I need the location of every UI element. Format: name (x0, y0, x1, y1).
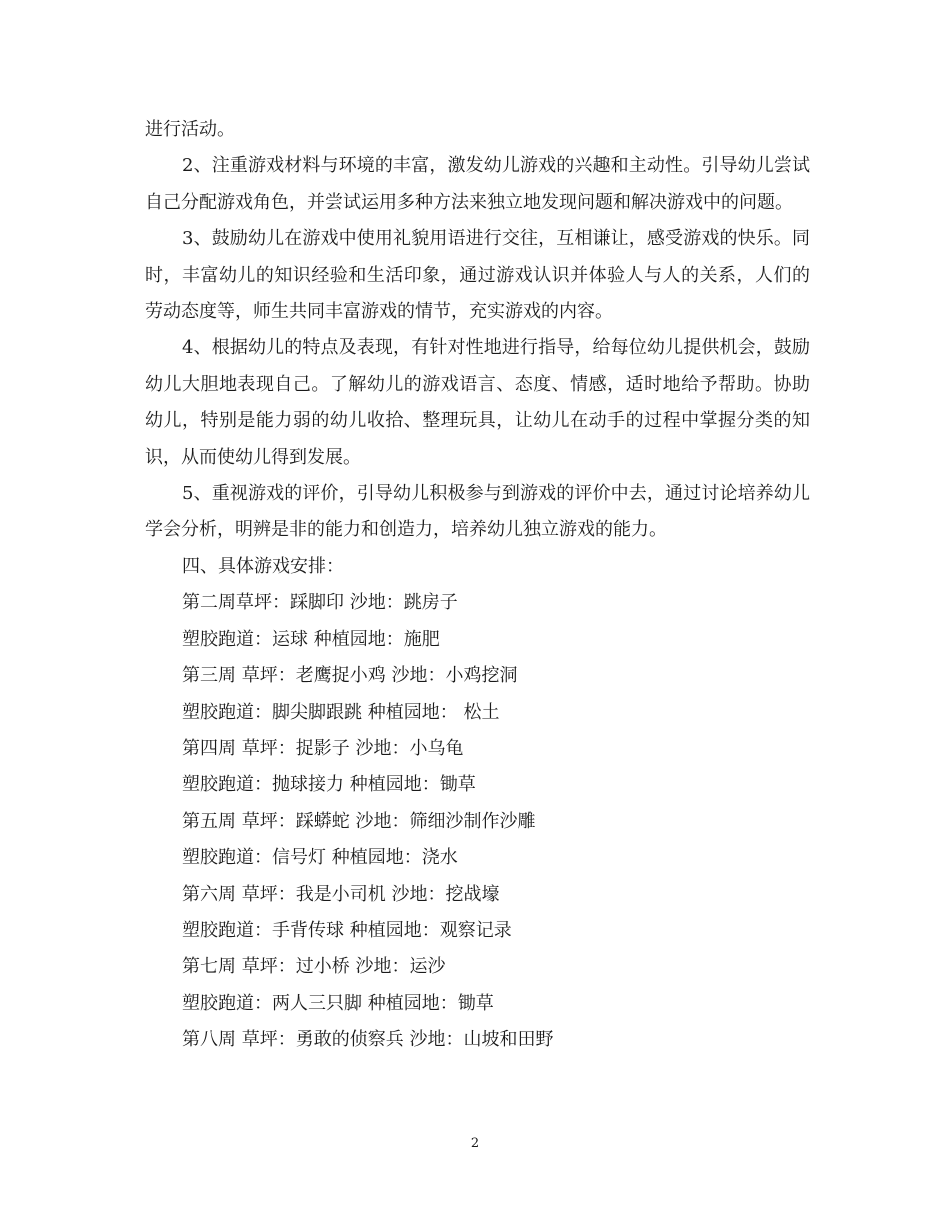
schedule-line: 塑胶跑道：抛球接力 种植园地：锄草 (182, 774, 476, 796)
schedule-line: 第七周 草坪：过小桥 沙地：运沙 (182, 956, 446, 978)
schedule-line: 塑胶跑道：运球 种植园地：施肥 (182, 628, 440, 650)
schedule-line: 塑胶跑道：手背传球 种植园地：观察记录 (182, 919, 512, 941)
schedule-line: 塑胶跑道：两人三只脚 种植园地：锄草 (182, 992, 494, 1014)
schedule-line: 第五周 草坪：踩蟒蛇 沙地：筛细沙制作沙雕 (182, 810, 536, 832)
document-body (145, 112, 810, 1059)
paragraph-item-3: 3、鼓励幼儿在游戏中使用礼貌用语进行交往，互相谦让，感受游戏的快乐。同时，丰富幼儿的知识经验和生活印象，通过游戏认识并体验人与人的关系，人们的劳动态度等，师生共同丰富游戏的情节，充实游戏的内容。 (145, 228, 810, 323)
schedule-line: 第二周草坪：踩脚印 沙地：跳房子 (182, 592, 458, 614)
schedule-line: 第八周 草坪：勇敢的侦察兵 沙地：山坡和田野 (182, 1029, 554, 1051)
paragraph-item-2: 2、注重游戏材料与环境的丰富，激发幼儿游戏的兴趣和主动性。引导幼儿尝试自己分配游戏角色，并尝试运用多种方法来独立地发现问题和解决游戏中的问题。 (145, 155, 810, 213)
paragraph-item-4: 4、根据幼儿的特点及表现，有针对性地进行指导，给每位幼儿提供机会，鼓励幼儿大胆地表现自己。了解幼儿的游戏语言、态度、情感，适时地给予帮助。协助幼儿，特别是能力弱的幼儿收拾、整理玩具，让幼儿在动手的过程中掌握分类的知识，从而使幼儿得到发展。 (145, 337, 810, 468)
section-heading: 四、具体游戏安排： (182, 555, 344, 577)
schedule-line: 塑胶跑道：信号灯 种植园地：浇水 (182, 847, 458, 869)
schedule-line: 第六周 草坪：我是小司机 沙地：挖战壕 (182, 883, 500, 905)
schedule-line: 塑胶跑道：脚尖脚跟跳 种植园地： 松土 (182, 701, 500, 723)
schedule-line: 第三周 草坪：老鹰捉小鸡 沙地：小鸡挖洞 (182, 665, 518, 687)
paragraph-item-5: 5、重视游戏的评价，引导幼儿积极参与到游戏的评价中去，通过讨论培养幼儿学会分析，明辨是非的能力和创造力，培养幼儿独立游戏的能力。 (145, 483, 810, 541)
schedule-line: 第四周 草坪：捉影子 沙地：小乌龟 (182, 737, 464, 759)
paragraph-continuation: 进行活动。 (145, 119, 235, 140)
schedule-list (145, 585, 810, 1058)
page-number: 2 (470, 1136, 480, 1151)
